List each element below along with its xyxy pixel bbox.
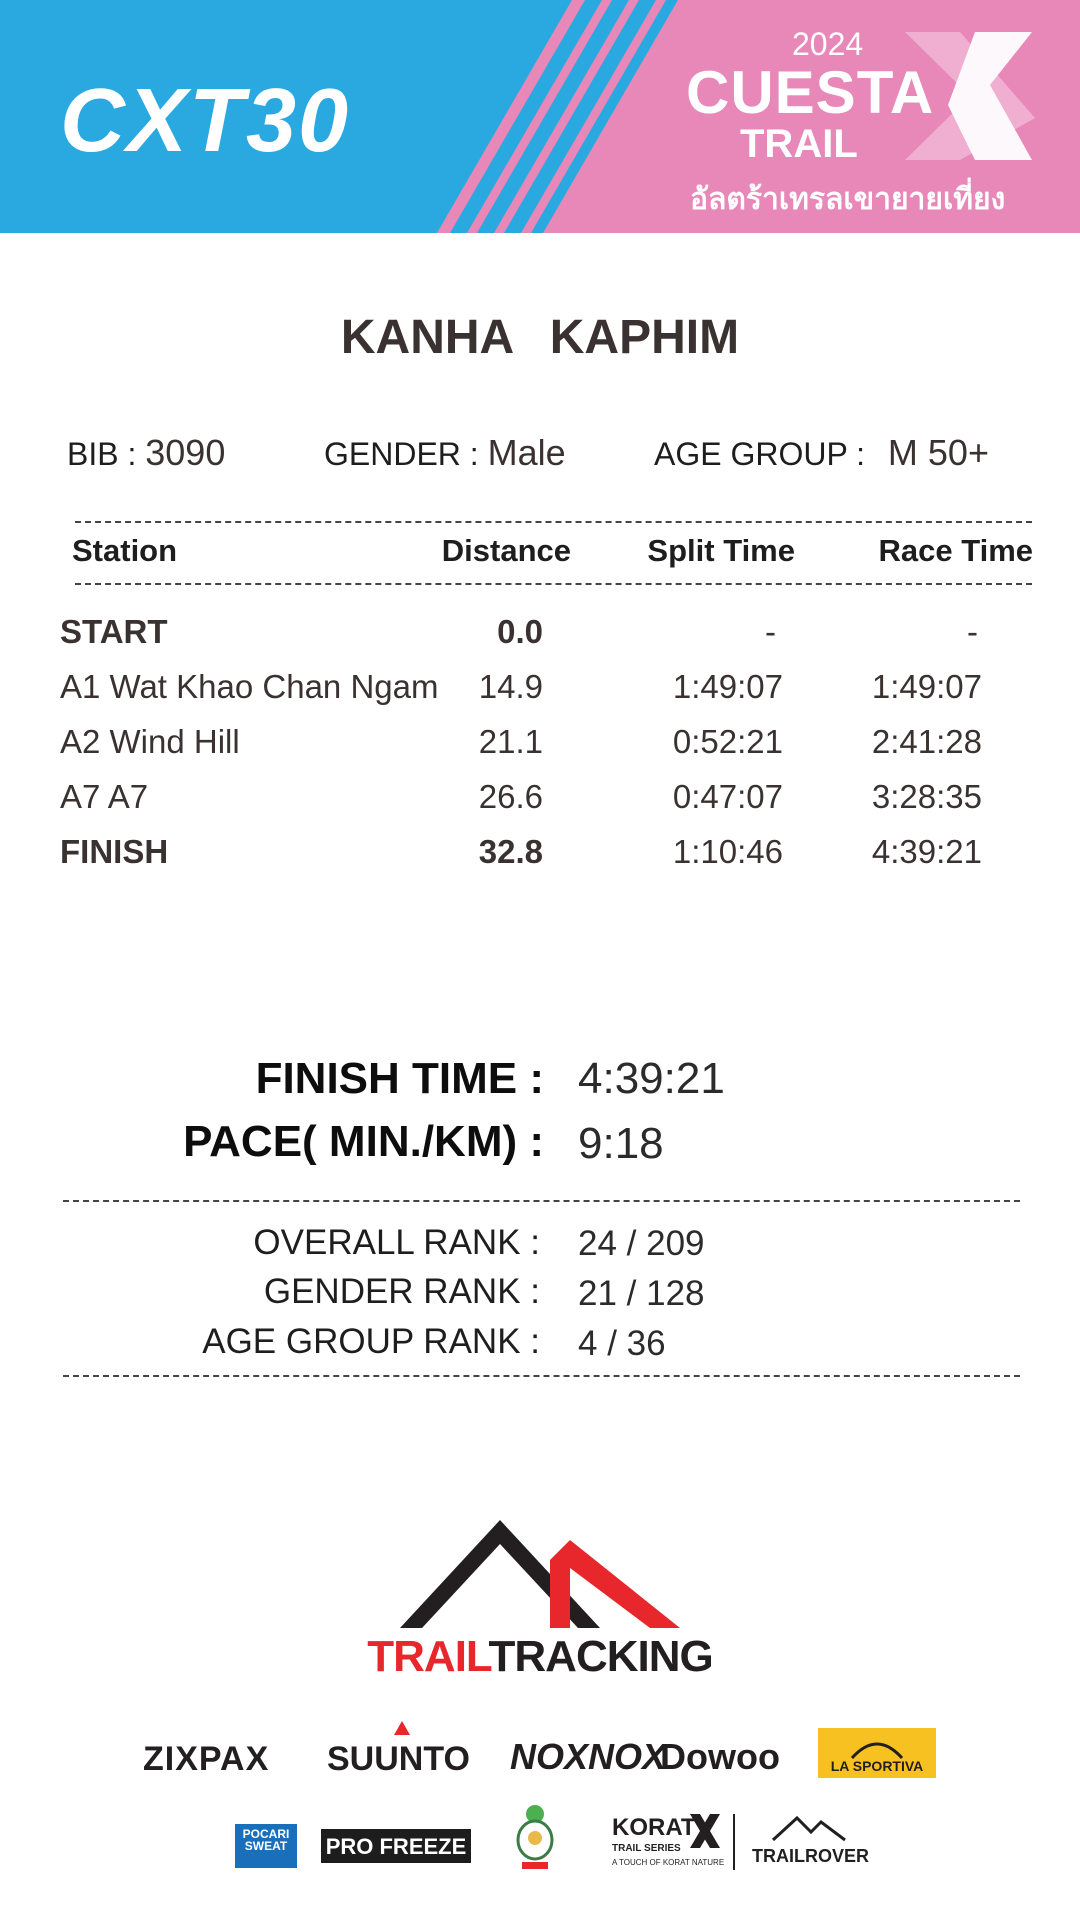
- age-group-info: [654, 432, 989, 474]
- split-time: 0:52:21: [672, 723, 783, 760]
- overall-rank-value: 24 / 209: [578, 1224, 705, 1263]
- table-row: [0, 833, 1080, 883]
- lasportiva-label: LA SPORTIVA: [830, 1758, 924, 1774]
- sponsor-dowoo: Dowoo: [660, 1736, 780, 1777]
- gender-label: GENDER :: [324, 436, 479, 472]
- col-station: Station: [72, 533, 178, 568]
- header-banner: [0, 0, 1080, 233]
- race-time: 4:39:21: [871, 833, 982, 870]
- age-group-value: M 50+: [887, 432, 989, 473]
- sponsor-suunto: SUUNTO: [327, 1740, 470, 1778]
- station-name: START: [60, 613, 168, 650]
- split-time: 0:47:07: [672, 778, 783, 815]
- station-distance: 14.9: [478, 668, 543, 705]
- table-row: [0, 723, 1080, 773]
- sponsor-pocari-badge: [235, 1824, 297, 1868]
- race-time: -: [967, 613, 978, 650]
- table-row: [0, 778, 1080, 828]
- race-time: 2:41:28: [871, 723, 982, 760]
- sponsor-noxnox: NOXNOX: [510, 1736, 667, 1777]
- profreeze-label: PRO FREEZE: [325, 1834, 467, 1859]
- sponsor-profreeze-badge: [321, 1829, 471, 1863]
- gender-value: Male: [487, 432, 566, 473]
- col-distance: Distance: [441, 533, 571, 568]
- gender-rank-label: GENDER RANK :: [263, 1272, 540, 1311]
- event-logo: CXT30: [60, 71, 351, 171]
- age-group-rank-value: 4 / 36: [578, 1324, 666, 1363]
- overall-rank-label: OVERALL RANK :: [253, 1223, 540, 1262]
- korat-tagline: A TOUCH OF KORAT NATURE: [612, 1858, 725, 1867]
- table-row: [0, 668, 1080, 718]
- station-name: A7 A7: [60, 778, 149, 815]
- station-distance: 26.6: [478, 778, 543, 815]
- sponsor-korat: KORAT: [612, 1814, 696, 1841]
- station-name: FINISH: [60, 833, 169, 870]
- sponsor-zixpax: ZIXPAX: [143, 1740, 270, 1778]
- age-group-label: AGE GROUP :: [654, 436, 866, 472]
- runner-name: KANHA KAPHIM: [340, 311, 740, 364]
- divider: [75, 583, 1032, 585]
- age-group-rank-label: AGE GROUP RANK :: [202, 1322, 540, 1361]
- col-race-time: Race Time: [878, 533, 1033, 568]
- divider: [63, 1375, 1020, 1377]
- finish-time-value: 4:39:21: [578, 1054, 725, 1103]
- divider: [63, 1200, 1020, 1202]
- gender-info: [324, 432, 566, 474]
- split-time: -: [765, 613, 776, 650]
- sponsor-trailrover: TRAILROVER: [752, 1846, 869, 1866]
- pocari-label: POCARI SWEAT: [242, 1827, 290, 1853]
- event-year: 2024: [792, 26, 864, 62]
- station-distance: 32.8: [478, 833, 543, 870]
- pace-label: PACE( MIN./KM) :: [183, 1117, 544, 1166]
- gender-rank-value: 21 / 128: [578, 1274, 705, 1313]
- finish-time-label: FINISH TIME :: [255, 1054, 544, 1103]
- trailtracking-mountain-icon: [400, 1520, 690, 1630]
- split-time: 1:49:07: [672, 668, 783, 705]
- brand-cuesta: CUESTA: [686, 59, 935, 126]
- trailrover-mountain-icon: [771, 1812, 847, 1842]
- tt-tracking: TRACKING: [488, 1632, 713, 1681]
- station-name: A1 Wat Khao Chan Ngam: [60, 668, 439, 705]
- bib-label: BIB :: [67, 436, 137, 472]
- brand-trail: TRAIL: [740, 122, 858, 166]
- station-distance: 0.0: [497, 613, 543, 650]
- trailtracking-logo: [0, 1632, 1080, 1682]
- suunto-triangle-icon: [394, 1721, 410, 1735]
- split-time: 1:10:46: [672, 833, 783, 870]
- pace-value: 9:18: [578, 1119, 664, 1168]
- tt-trail: TRAIL: [367, 1632, 489, 1681]
- thai-tagline: อัลตร้าเทรลเขายายเที่ยง: [690, 183, 1006, 216]
- bib-info: [67, 432, 225, 474]
- emblem-seal-icon: [512, 1800, 558, 1872]
- race-time: 3:28:35: [871, 778, 982, 815]
- station-name: A2 Wind Hill: [60, 723, 240, 760]
- korat-trail-series: TRAIL SERIES: [612, 1843, 681, 1854]
- bib-value: 3090: [145, 432, 226, 473]
- sponsor-separator: [733, 1814, 735, 1870]
- sponsor-lasportiva-badge: [818, 1728, 936, 1778]
- col-split-time: Split Time: [647, 533, 795, 568]
- table-row: [0, 613, 1080, 663]
- race-time: 1:49:07: [871, 668, 982, 705]
- korat-x-icon: [690, 1814, 720, 1848]
- station-distance: 21.1: [478, 723, 543, 760]
- divider: [75, 521, 1032, 523]
